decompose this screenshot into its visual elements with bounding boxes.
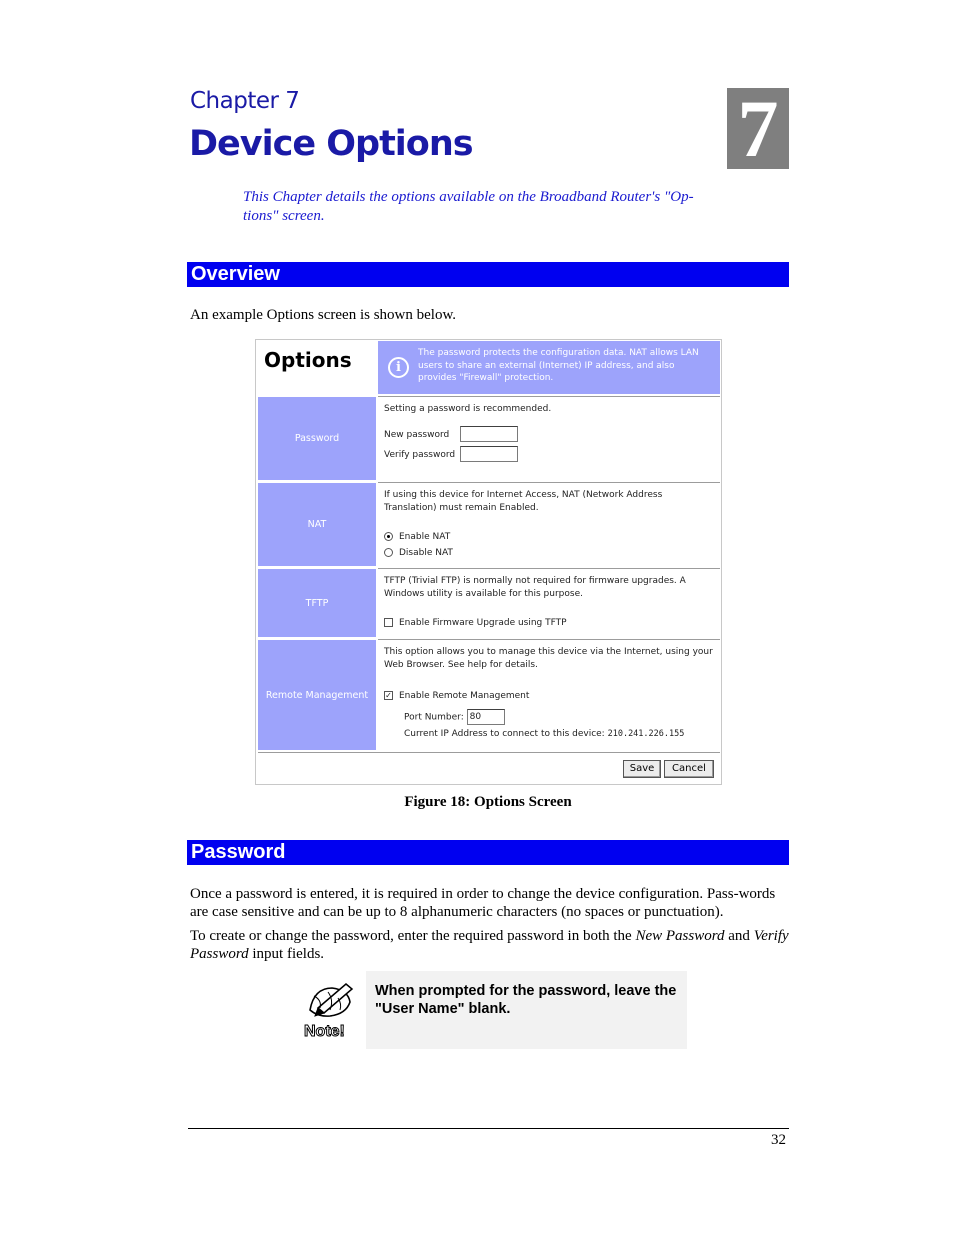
nat-desc: If using this device for Internet Access, NAT (Network Address Translation) must remain Enabled. [384,490,663,513]
options-screen-figure [255,339,722,785]
enable-nat-label: Enable NAT [399,532,451,542]
port-number-input[interactable]: 80 [467,709,505,725]
password-paragraph-2 [190,927,790,963]
save-button[interactable]: Save [623,760,661,778]
password-heading: Password [187,840,789,865]
nat-row-label: NAT [258,483,376,566]
current-ip-value: 210.241.226.155 [607,729,685,739]
chapter-intro: This Chapter details the options available on the Broadband Router's "Op-tions" screen. [243,189,694,224]
verify-password-label: Verify password [384,449,456,460]
figure-caption: Figure 18: Options Screen [404,794,572,810]
tftp-checkbox[interactable] [384,618,393,627]
new-password-label: New password [384,429,450,440]
password-row-content [378,396,720,482]
para2-new-password: New Password [635,928,725,944]
note-label: Note! [304,1023,345,1040]
remote-option[interactable] [384,690,714,703]
tftp-row-content [378,568,720,639]
port-number-label: Port Number: [404,712,464,723]
current-ip-label: Current IP Address to connect to this device: [404,729,605,739]
options-title: Options [264,348,352,372]
new-password-line [384,426,714,442]
tftp-option[interactable] [384,617,714,630]
nat-row-content [378,482,720,568]
para2-text-c: input fields. [248,946,325,962]
tftp-desc: TFTP (Trivial FTP) is normally not required for firmware upgrades. A Windows utility is available for this purpose. [384,576,686,599]
verify-password-line [384,446,714,462]
chapter-title: Device Options [189,124,473,164]
password-paragraph-1: Once a password is entered, it is required in order to change the device configuration. Pass-words are case sensitive and can be up to 8 alphanumeric characters (no spaces or punctuation). [190,886,776,920]
verify-password-input[interactable] [460,446,518,462]
para2-verify-password: Verify Password [190,928,789,962]
tftp-row-label: TFTP [258,569,376,637]
options-header-text: The password protects the configuration data. NAT allows LAN users to share an external (Internet) IP address, and also provides "Firewall" protection. [418,348,699,383]
disable-nat-label: Disable NAT [399,548,453,558]
options-footer-divider [258,752,720,753]
overview-heading: Overview [187,262,789,287]
page-number: 32 [771,1132,786,1148]
password-desc: Setting a password is recommended. [384,404,552,414]
remote-desc: This option allows you to manage this device via the Internet, using your Web Browser. See help for details. [384,647,713,670]
para2-text-a: To create or change the password, enter the required password in both the [190,928,636,944]
remote-row-label: Remote Management [258,640,376,750]
disable-nat-option[interactable] [384,547,714,560]
new-password-input[interactable] [460,426,518,442]
remote-checkbox[interactable]: ✓ [385,691,392,700]
chapter-number-box: 7 [727,88,789,169]
current-ip-line [384,728,714,741]
footer-divider [188,1128,789,1129]
enable-nat-option[interactable] [384,531,714,544]
note-box: When prompted for the password, leave the "User Name" blank. [366,971,687,1049]
chapter-label: Chapter 7 [190,88,300,114]
tftp-checkbox-label: Enable Firmware Upgrade using TFTP [399,618,567,628]
info-icon: i [388,357,409,378]
cancel-button[interactable]: Cancel [664,760,714,778]
para2-text-b: and [724,928,754,944]
note-pencil-icon [300,980,358,1040]
enable-nat-radio[interactable] [384,532,393,541]
disable-nat-radio[interactable] [384,548,393,557]
remote-checkbox-label: Enable Remote Management [399,691,530,701]
password-row-label: Password [258,397,376,480]
remote-row-content [378,639,720,752]
port-number-line [384,709,714,725]
options-header-info [378,341,720,394]
overview-text: An example Options screen is shown below. [190,307,457,323]
